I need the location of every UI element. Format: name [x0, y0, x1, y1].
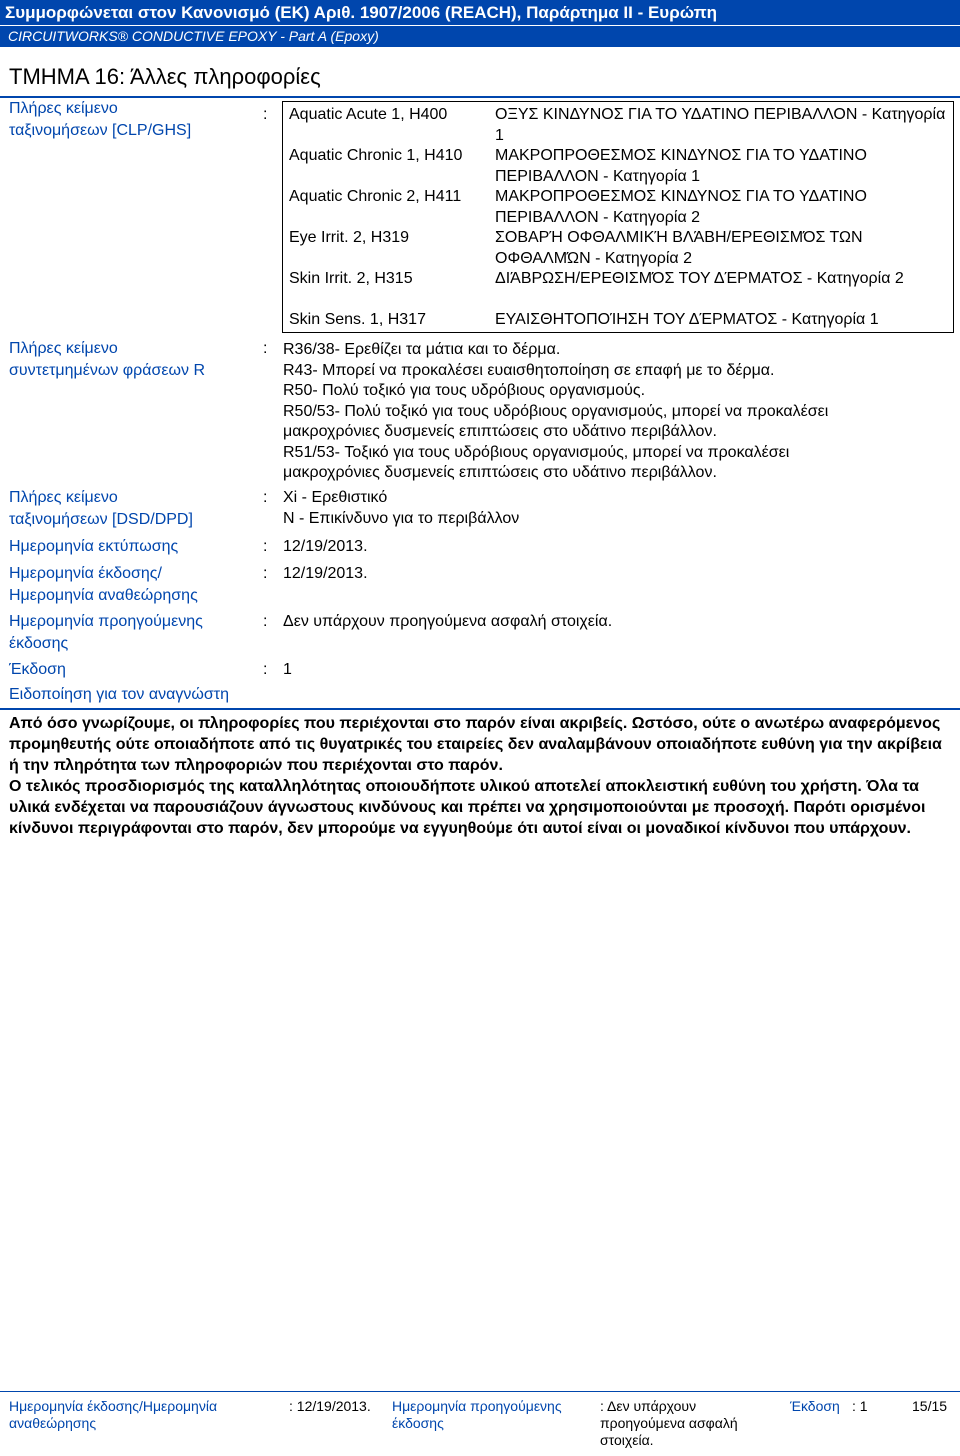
- clp-code: Eye Irrit. 2, H319: [289, 229, 410, 246]
- footer-divider: [0, 1391, 960, 1392]
- notice-body: [9, 713, 954, 839]
- rphrase-line: R50- Πολύ τοξικό για τους υδρόβιους οργανισμούς.: [283, 382, 646, 399]
- rphrases-label-line1: Πλήρες κείμενο: [9, 340, 118, 357]
- footer-prev-label-line2: έκδοσης: [392, 1415, 444, 1431]
- clp-desc: ΜΑΚΡΟΠΡΟΘΕΣΜΟΣ ΚΙΝΔΥΝΟΣ ΓΙΑ ΤΟ ΥΔΑΤΙΝΟ ΠΕΡΙΒΑΛΛΟΝ - Κατηγορία 1: [495, 147, 867, 185]
- print-date-label: Ημερομηνία εκτύπωσης: [9, 538, 179, 555]
- footer-prev-value-line3: στοιχεία.: [600, 1432, 654, 1448]
- footer-issue-label-line1: Ημερομηνία έκδοσης/Ημερομηνία: [9, 1398, 218, 1414]
- footer-issue-label: [9, 1398, 217, 1432]
- footer-issue-label-line2: αναθεώρησης: [9, 1415, 97, 1431]
- clp-desc: ΣΟΒΑΡΉ ΟΦΘΑΛΜΙΚΉ ΒΛΆΒΗ/ΕΡΕΘΙΣΜΌΣ ΤΩΝ ΟΦΘΑΛΜΏΝ - Κατηγορία 2: [495, 229, 863, 267]
- print-date-colon: :: [263, 538, 268, 555]
- rphrase-line: R43- Μπορεί να προκαλέσει ευαισθητοποίηση σε επαφή με το δέρμα.: [283, 361, 775, 379]
- notice-divider: [0, 708, 960, 710]
- footer-prev-value: [600, 1398, 738, 1449]
- regulation-header: Συμμορφώνεται στον Κανονισμό (ΕΚ) Αριθ. 1907/2006 (REACH), Παράρτημα II - Ευρώπη: [0, 0, 960, 25]
- footer-page-number: 15/15: [912, 1398, 948, 1414]
- clp-code: Skin Sens. 1, H317: [289, 311, 426, 328]
- issue-date-value: 12/19/2013.: [283, 565, 368, 582]
- dsd-line: N - Επικίνδυνο για το περιβάλλον: [283, 509, 520, 527]
- clp-label-line2: ταξινομήσεων [CLP/GHS]: [9, 122, 192, 139]
- footer-issue-value: : 12/19/2013.: [289, 1398, 371, 1414]
- clp-label: [9, 98, 191, 142]
- dsd-label: [9, 487, 193, 531]
- rphrases-label-line2: συντετμημένων φράσεων R: [9, 362, 206, 379]
- clp-code: Aquatic Chronic 2, H411: [289, 188, 462, 205]
- footer-prev-value-line2: προηγούμενα ασφαλή: [600, 1415, 738, 1431]
- dsd-label-line2: ταξινομήσεων [DSD/DPD]: [9, 511, 193, 528]
- notice-paragraph: Ο τελικός προσδιορισμός της καταλληλότητας οποιουδήποτε υλικού αποτελεί αποκλειστική ευθύνη του χρήστη. Όλα τα υλικά ενδέχεται να παρουσιάζουν άγνωστους κινδύνους και πρέπει να χρησιμοποιούνται με προσοχή. Παρότι ορισμένοι κίνδυνοι περιγράφονται στο παρόν, δεν μπορούμε να εγγυηθούμε ότι αυτοί είναι οι μοναδικοί κίνδυνοι που υπάρχουν.: [9, 778, 926, 837]
- rphrases-list: [283, 340, 828, 484]
- version-label: Έκδοση: [9, 661, 66, 678]
- clp-table: [282, 101, 954, 333]
- clp-desc: ΟΞΥΣ ΚΙΝΔΥΝΟΣ ΓΙΑ ΤΟ ΥΔΑΤΙΝΟ ΠΕΡΙΒΑΛΛΟΝ - Κατηγορία 1: [495, 106, 946, 144]
- dsd-line: Xi - Ερεθιστικό: [283, 489, 388, 506]
- rphrase-line: R51/53- Τοξικό για τους υδρόβιους οργανισμούς, μπορεί να προκαλέσει: [283, 443, 790, 461]
- dsd-label-line1: Πλήρες κείμενο: [9, 489, 118, 506]
- previous-date-label: [9, 611, 203, 655]
- product-header: CIRCUITWORKS® CONDUCTIVE EPOXY - Part A (Epoxy): [0, 25, 960, 47]
- footer-version-value: : 1: [852, 1398, 868, 1414]
- rphrase-line: R50/53- Πολύ τοξικό για τους υδρόβιους οργανισμούς, μπορεί να προκαλέσει: [283, 402, 829, 420]
- clp-desc: ΜΑΚΡΟΠΡΟΘΕΣΜΟΣ ΚΙΝΔΥΝΟΣ ΓΙΑ ΤΟ ΥΔΑΤΙΝΟ ΠΕΡΙΒΑΛΛΟΝ - Κατηγορία 2: [495, 188, 867, 226]
- clp-label-line1: Πλήρες κείμενο: [9, 100, 118, 117]
- footer-prev-label-line1: Ημερομηνία προηγούμενης: [392, 1398, 562, 1414]
- rphrase-line: R36/38- Ερεθίζει τα μάτια και το δέρμα.: [283, 341, 561, 358]
- clp-desc: ΔΙΆΒΡΩΣΗ/ΕΡΕΘΙΣΜΌΣ ΤΟΥ ΔΈΡΜΑΤΟΣ - Κατηγορία 2: [495, 270, 904, 287]
- clp-code: Aquatic Chronic 1, H410: [289, 147, 463, 164]
- issue-date-label: [9, 563, 198, 607]
- footer-prev-value-line1: : Δεν υπάρχουν: [600, 1398, 697, 1414]
- issue-date-colon: :: [263, 565, 268, 582]
- print-date-value: 12/19/2013.: [283, 538, 368, 555]
- clp-colon: :: [263, 106, 268, 123]
- issue-date-label-line1: Ημερομηνία έκδοσης/: [9, 565, 162, 582]
- version-colon: :: [263, 661, 268, 678]
- rphrase-line: μακροχρόνιες δυσμενείς επιπτώσεις στο υδάτινο περιβάλλον.: [283, 464, 717, 481]
- notice-heading: Ειδοποίηση για τον αναγνώστη: [9, 686, 229, 703]
- clp-desc: ΕΥΑΙΣΘΗΤΟΠΟΊΗΣΗ ΤΟΥ ΔΈΡΜΑΤΟΣ - Κατηγορία 1: [495, 311, 879, 328]
- rphrases-colon: :: [263, 340, 268, 357]
- previous-date-colon: :: [263, 613, 268, 630]
- clp-code: Aquatic Acute 1, H400: [289, 106, 448, 123]
- notice-paragraph: Από όσο γνωρίζουμε, οι πληροφορίες που περιέχονται στο παρόν είναι ακριβείς. Ωστόσο, ούτε ο ανωτέρω αναφερόμενος προμηθευτής ούτε οποιαδήποτε από τις θυγατρικές του εταιρείες δεν αναλαμβάνουν οποιαδήποτε ευθύνη για την ακρίβεια ή την πληρότητα των πληροφοριών που περιέχονται στο παρόν.: [9, 715, 942, 774]
- dsd-colon: :: [263, 489, 268, 506]
- clp-code: Skin Irrit. 2, H315: [289, 270, 413, 287]
- section-title: ΤΜΗΜΑ 16: Άλλες πληροφορίες: [9, 64, 321, 89]
- issue-date-label-line2: Ημερομηνία αναθεώρησης: [9, 587, 198, 604]
- previous-date-value: Δεν υπάρχουν προηγούμενα ασφαλή στοιχεία.: [283, 613, 613, 630]
- previous-date-label-line1: Ημερομηνία προηγούμενης: [9, 613, 203, 630]
- previous-date-label-line2: έκδοσης: [9, 635, 69, 652]
- version-value: 1: [283, 661, 292, 678]
- rphrases-label: [9, 338, 205, 382]
- footer-version-label: Έκδοση: [790, 1398, 840, 1414]
- footer-prev-label: [392, 1398, 562, 1432]
- rphrase-line: μακροχρόνιες δυσμενείς επιπτώσεις στο υδάτινο περιβάλλον.: [283, 423, 717, 440]
- dsd-list: [283, 488, 519, 529]
